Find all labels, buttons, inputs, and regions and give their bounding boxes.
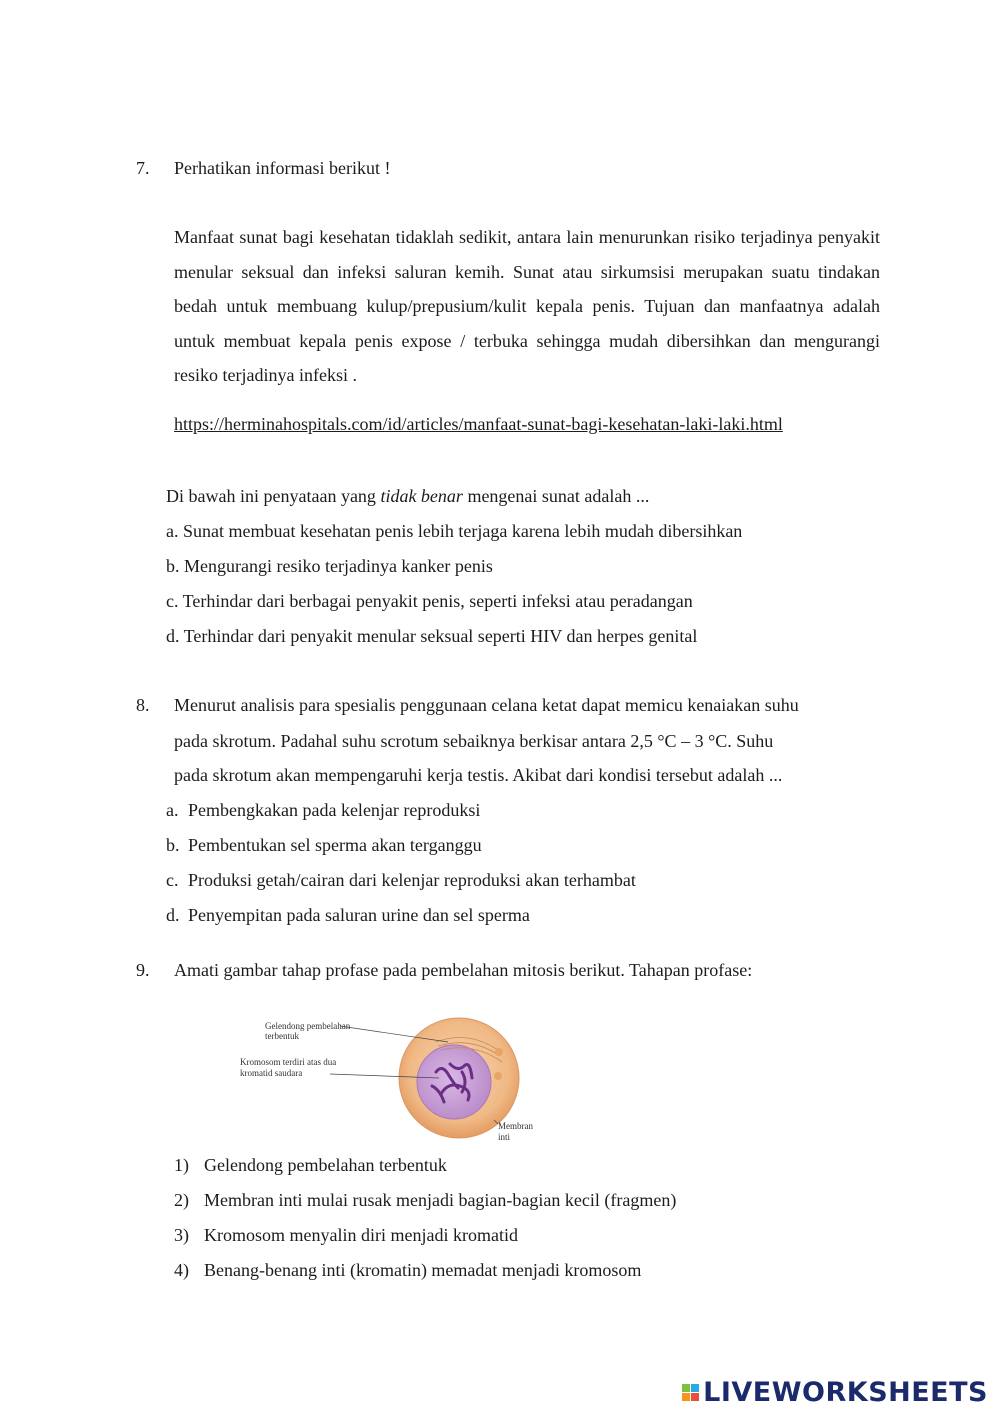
option-text: Penyempitan pada saluran urine dan sel sperma (188, 905, 530, 925)
question-8-line-2: pada skrotum. Padahal suhu scrotum sebaiknya berkisar antara 2,5 °C – 3 °C. Suhu (174, 731, 774, 751)
step-text: Gelendong pembelahan terbentuk (204, 1155, 447, 1175)
option-text: Pembengkakan pada kelenjar reproduksi (188, 800, 481, 820)
prompt-text-end: mengenai sunat adalah ... (462, 486, 650, 506)
option-text: Produksi getah/cairan dari kelenjar reproduksi akan terhambat (188, 870, 636, 890)
step-text: Kromosom menyalin diri menjadi kromatid (204, 1225, 518, 1245)
option-letter: c. (166, 870, 179, 890)
source-link[interactable]: https://herminahospitals.com/id/articles/manfaat-sunat-bagi-kesehatan-laki-laki.html (174, 414, 783, 434)
q7-option-c[interactable]: c. Terhindar dari berbagai penyakit penis, seperti infeksi atau peradangan (166, 591, 693, 611)
q9-step-1 (174, 1155, 447, 1176)
centriole (495, 1048, 503, 1056)
question-7-prompt (166, 486, 649, 507)
label-membrane-line2: inti (498, 1132, 511, 1142)
option-letter: a. (166, 800, 179, 820)
label-membrane-line1: Membran (498, 1121, 533, 1131)
step-number: 2) (174, 1190, 189, 1210)
label-chromosome-line2: kromatid saudara (240, 1068, 303, 1078)
question-8-line-1: Menurut analisis para spesialis penggunaan celana ketat dapat memicu kenaiakan suhu (174, 695, 799, 715)
label-spindle-line1: Gelendong pembelahan (265, 1021, 351, 1031)
option-text: Pembentukan sel sperma akan terganggu (188, 835, 482, 855)
q8-option-a[interactable] (166, 800, 480, 821)
q7-option-d[interactable]: d. Terhindar dari penyakit menular seksual seperti HIV dan herpes genital (166, 626, 698, 646)
prophase-cell-figure (236, 1012, 556, 1147)
label-chromosome-line1: Kromosom terdiri atas dua (240, 1057, 337, 1067)
question-9-number: 9. (136, 960, 150, 980)
prompt-text: Di bawah ini penyataan yang (166, 486, 381, 506)
step-number: 3) (174, 1225, 189, 1245)
q9-step-2 (174, 1190, 676, 1211)
centriole (494, 1072, 502, 1080)
q8-option-c[interactable] (166, 870, 636, 891)
step-number: 4) (174, 1260, 189, 1280)
option-letter: d. (166, 905, 180, 925)
option-letter: b. (166, 835, 180, 855)
label-spindle-line2: terbentuk (265, 1031, 299, 1041)
q9-step-4 (174, 1260, 641, 1281)
step-number: 1) (174, 1155, 189, 1175)
q7-option-a[interactable]: a. Sunat membuat kesehatan penis lebih terjaga karena lebih mudah dibersihkan (166, 521, 743, 541)
prompt-emphasis: tidak benar (380, 486, 463, 506)
question-8-line-3: pada skrotum akan mempengaruhi kerja testis. Akibat dari kondisi tersebut adalah ... (174, 765, 783, 785)
q8-option-d[interactable] (166, 905, 530, 926)
logo-text: LIVEWORKSHEETS (703, 1377, 988, 1408)
q8-option-b[interactable] (166, 835, 482, 856)
question-8-number: 8. (136, 695, 150, 715)
step-text: Benang-benang inti (kromatin) memadat menjadi kromosom (204, 1260, 642, 1280)
q7-option-b[interactable]: b. Mengurangi resiko terjadinya kanker penis (166, 556, 493, 576)
question-7-title: Perhatikan informasi berikut ! (174, 158, 391, 178)
q9-step-3 (174, 1225, 518, 1246)
liveworksheets-logo[interactable] (682, 1377, 988, 1408)
question-7-paragraph: Manfaat sunat bagi kesehatan tidaklah sedikit, antara lain menurunkan risiko terjadinya penyakit menular seksual dan infeksi saluran kemih. Sunat atau sirkumsisi merupakan suatu tindakan bedah untuk membuang kulup/prepusium/kulit kepala penis. Tujuan dan manfaatnya adalah untuk membuat kepala penis expose / terbuka sehingga mudah dibersihkan dan mengurangi resiko terjadinya infeksi . (174, 227, 880, 385)
question-9-text: Amati gambar tahap profase pada pembelahan mitosis berikut. Tahapan profase: (174, 960, 753, 980)
question-7-number: 7. (136, 158, 150, 178)
logo-blocks-icon (682, 1384, 699, 1401)
step-text: Membran inti mulai rusak menjadi bagian-bagian kecil (fragmen) (204, 1190, 677, 1210)
